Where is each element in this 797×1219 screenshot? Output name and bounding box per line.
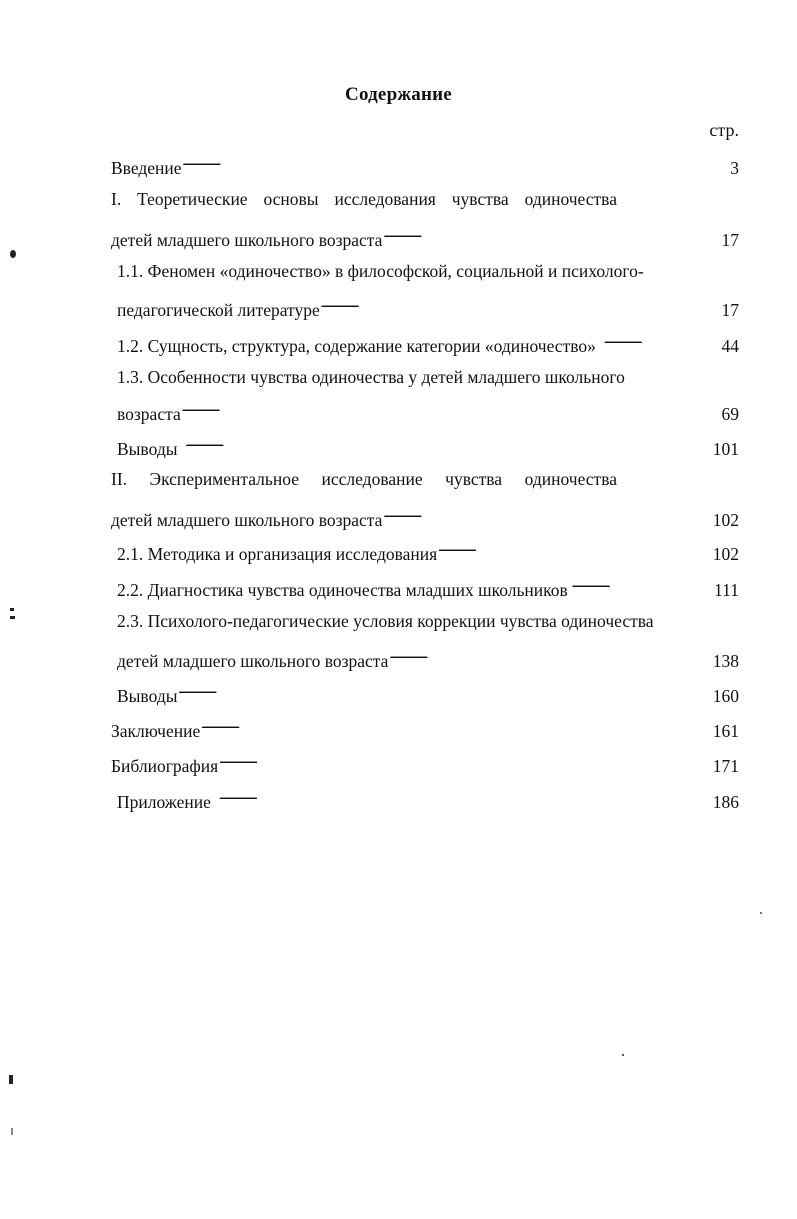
leader-dots [219,786,712,808]
toc-word: основы [263,189,319,209]
toc-entry-page: 3 [730,158,739,178]
toc-entry-1-1-line1[interactable] [117,260,644,282]
toc-word: одиночества [524,189,617,209]
toc-word: исследования [334,189,436,209]
leader-dots [178,680,711,702]
toc-entry-chapter-1-line1[interactable] [111,188,617,210]
toc-entry-2-3-line1[interactable] [117,610,654,632]
toc-entry-text: Заключение [111,721,201,741]
toc-entry-text: Выводы [117,686,178,706]
toc-entry-page: 171 [712,756,739,776]
toc-entry-appendix[interactable] [117,786,739,813]
toc-entry-text: Приложение [117,792,211,812]
toc-entry-1-2[interactable] [117,330,739,357]
scan-speck [760,912,762,914]
toc-word: Теоретические [137,189,248,209]
leader-dots [389,645,711,667]
toc-entry-2-1[interactable] [117,538,739,565]
toc-entry-text: 1.2. Сущность, структура, содержание категории «одиночество» [117,336,596,356]
toc-entry-chapter-2-line1[interactable] [111,468,617,490]
toc-word: чувства [451,189,509,209]
leader-dots [182,398,721,420]
toc-entry-text: педагогической литературе [117,300,320,320]
toc-entry-chapter-2-line2[interactable] [111,504,739,531]
toc-entry-page: 44 [721,336,739,356]
toc-entry-text: 2.3. Психолого-педагогические условия коррекции чувства одиночества [117,611,654,631]
toc-entry-1-3-line2[interactable] [117,398,739,425]
toc-entry-2-2[interactable] [117,574,739,601]
toc-entry-page: 69 [721,404,739,424]
leader-dots [321,294,721,316]
scan-speck [11,1128,13,1135]
toc-entry-text: Выводы [117,439,178,459]
page-column-label: стр. [709,120,739,140]
toc-entry-text: 2.2. Диагностика чувства одиночества младших школьников [117,580,568,600]
scan-speck [10,608,14,611]
toc-entry-page: 160 [712,686,739,706]
toc-entry-page: 101 [712,439,739,459]
scan-speck [10,616,15,619]
toc-entry-text: Введение [111,158,182,178]
leader-dots [572,574,713,596]
scan-speck [9,1075,13,1084]
toc-word: Экспериментальное [149,469,299,489]
leader-dots [219,750,712,772]
toc-entry-1-1-line2[interactable] [117,294,739,321]
leader-dots [183,152,730,174]
toc-entry-page: 111 [714,580,739,600]
toc-entry-text: 1.1. Феномен «одиночество» в философской, социальной и психолого- [117,261,644,281]
page-title: Содержание [345,84,452,105]
toc-entry-conclusions-1[interactable] [117,433,739,460]
toc-entry-chapter-1-line2[interactable] [111,224,739,251]
scan-speck [10,250,16,258]
leader-dots [185,433,711,455]
toc-entry-page: 138 [712,651,739,671]
toc-entry-page: 17 [721,300,739,320]
toc-word: I. [111,189,122,209]
toc-entry-2-3-line2[interactable] [117,645,739,672]
toc-entry-text: 1.3. Особенности чувства одиночества у детей младшего школьного [117,367,625,387]
leader-dots [201,715,712,737]
toc-entry-text: возраста [117,404,181,424]
leader-dots [604,330,721,352]
scan-speck [622,1054,624,1056]
toc-entry-page: 102 [712,544,739,564]
leader-dots [438,538,712,560]
toc-entry-summary[interactable] [111,715,739,742]
toc-entry-text: 2.1. Методика и организация исследования [117,544,438,564]
toc-entry-introduction[interactable] [111,152,739,179]
toc-word: исследование [321,469,423,489]
toc-entry-1-3-line1[interactable] [117,366,625,388]
toc-entry-conclusions-2[interactable] [117,680,739,707]
toc-entry-bibliography[interactable] [111,750,739,777]
toc-word: одиночества [524,469,617,489]
toc-entry-text: детей младшего школьного возраста [111,510,383,530]
leader-dots [383,224,720,246]
toc-entry-text: детей младшего школьного возраста [111,230,383,250]
toc-entry-page: 186 [712,792,739,812]
leader-dots [383,504,711,526]
toc-entry-page: 161 [712,721,739,741]
toc-entry-text: детей младшего школьного возраста [117,651,389,671]
toc-word: II. [111,469,128,489]
toc-entry-page: 17 [721,230,739,250]
toc-entry-page: 102 [712,510,739,530]
toc-word: чувства [445,469,503,489]
toc-entry-text: Библиография [111,756,219,776]
